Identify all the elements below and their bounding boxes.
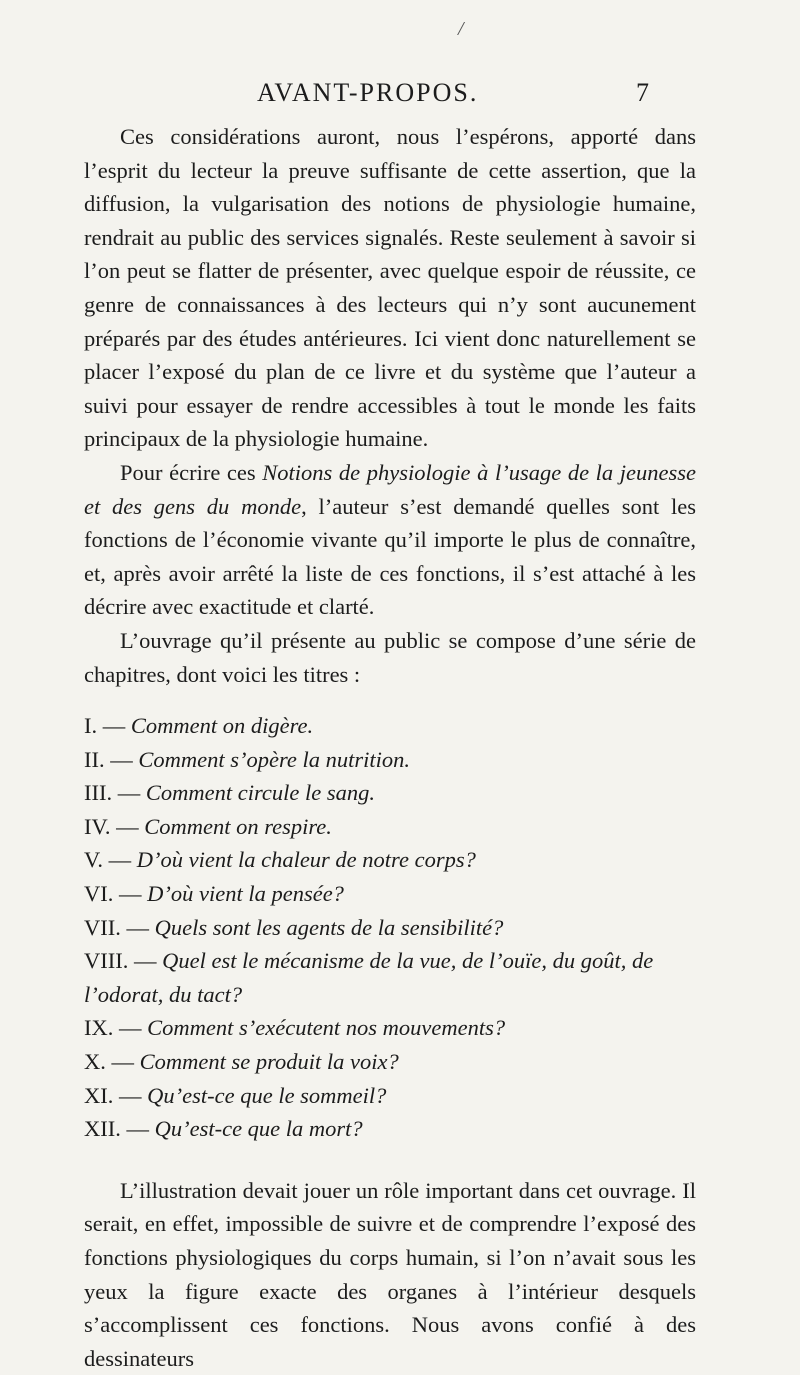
chapter-item — [84, 1079, 696, 1113]
chapter-item — [84, 944, 696, 1011]
chapter-number: VII. — — [84, 914, 155, 940]
chapter-number: II. — — [84, 746, 139, 772]
paragraph-1: Ces considérations auront, nous l’espérons, apporté dans l’esprit du lecteur la preuve suffisante de cette assertion, que la diffusion, la vulgarisation des notions de physiologie humaine, rendrait au public des services signalés. Reste seulement à savoir si l’on peut se flatter de présenter, avec quelque espoir de réussite, ce genre de connaissances à des lecteurs qui n’y sont aucunement préparés par des études antérieures. Ici vient donc naturellement se placer l’exposé du plan de ce livre et du système que l’auteur a suivi pour essayer de rendre accessibles à tout le monde les faits principaux de la physiologie humaine. — [84, 124, 696, 452]
page-body — [84, 120, 696, 1375]
chapter-number: XII. — — [84, 1116, 155, 1142]
chapter-item — [84, 1112, 696, 1146]
page-number: 7 — [636, 78, 649, 107]
spacer — [84, 1146, 696, 1174]
book-title: Notions de physiologie à l’usage de la jeunesse et des gens du monde — [84, 459, 697, 519]
chapter-title: Qu’est-ce que le sommeil? — [147, 1082, 387, 1108]
chapter-number: VI. — — [84, 881, 148, 907]
paragraph-2-start: Pour écrire ces — [120, 459, 263, 485]
chapter-item — [84, 776, 696, 810]
chapter-number: XI. — — [84, 1082, 148, 1108]
chapter-title: Quels sont les agents de la sensibilité? — [154, 914, 504, 940]
chapter-title: Comment on digère. — [130, 713, 314, 739]
paragraph-4: L’illustration devait jouer un rôle important dans cet ouvrage. Il serait, en effet, impossible de suivre et de comprendre l’exposé des fonctions physiologiques du corps humain, si l’on n’avait sous les yeux la figure exacte des organes à l’intérieur desquels s’accomplissent ces fonctions. Nous avons confié à des dessinateurs — [84, 1177, 696, 1371]
chapter-number: V. — — [84, 847, 137, 873]
chapter-title: Quel est le mécanisme de la vue, de l’ouïe, du goût, de l’odorat, du tact? — [84, 948, 654, 1007]
chapter-item — [84, 743, 696, 777]
chapter-item — [84, 843, 696, 877]
chapter-number: VIII. — — [84, 948, 163, 974]
chapter-number: IV. — — [84, 813, 145, 839]
chapter-item — [84, 1045, 696, 1079]
chapter-item — [84, 810, 696, 844]
chapter-item — [84, 911, 696, 945]
chapter-title: Qu’est-ce que la mort? — [154, 1116, 363, 1142]
chapter-title: Comment se produit la voix? — [139, 1049, 399, 1075]
chapter-title: Comment s’exécutent nos mouvements? — [147, 1015, 506, 1041]
chapter-number: III. — — [84, 780, 146, 806]
chapter-item — [84, 709, 696, 743]
running-head — [0, 76, 800, 116]
chapter-number: I. — — [84, 713, 131, 739]
chapter-title: D’où vient la chaleur de notre corps? — [136, 847, 476, 873]
chapter-item — [84, 877, 696, 911]
chapter-list — [84, 709, 696, 1146]
paragraph-3: L’ouvrage qu’il présente au public se compose d’une série de chapitres, dont voici les titres : — [84, 627, 696, 687]
chapter-number: X. — — [84, 1049, 140, 1075]
running-title: AVANT-PROPOS. — [257, 78, 479, 107]
margin-mark: / — [458, 18, 464, 40]
chapter-title: Comment on respire. — [144, 813, 332, 839]
paragraph-2 — [84, 456, 696, 624]
chapter-title: D’où vient la pensée? — [147, 881, 344, 907]
chapter-item — [84, 1011, 696, 1045]
chapter-number: IX. — — [84, 1015, 148, 1041]
chapter-title: Comment s’opère la nutrition. — [138, 746, 411, 772]
paragraph-2-end: , l’auteur s’est demandé quelles sont les fonctions de l’économie vivante qu’il importe le plus de connaître, et, après avoir arrêté la liste de ces fonctions, il s’est attaché à les décrire avec exactitude et clarté. — [84, 493, 696, 620]
chapter-title: Comment circule le sang. — [145, 780, 375, 806]
